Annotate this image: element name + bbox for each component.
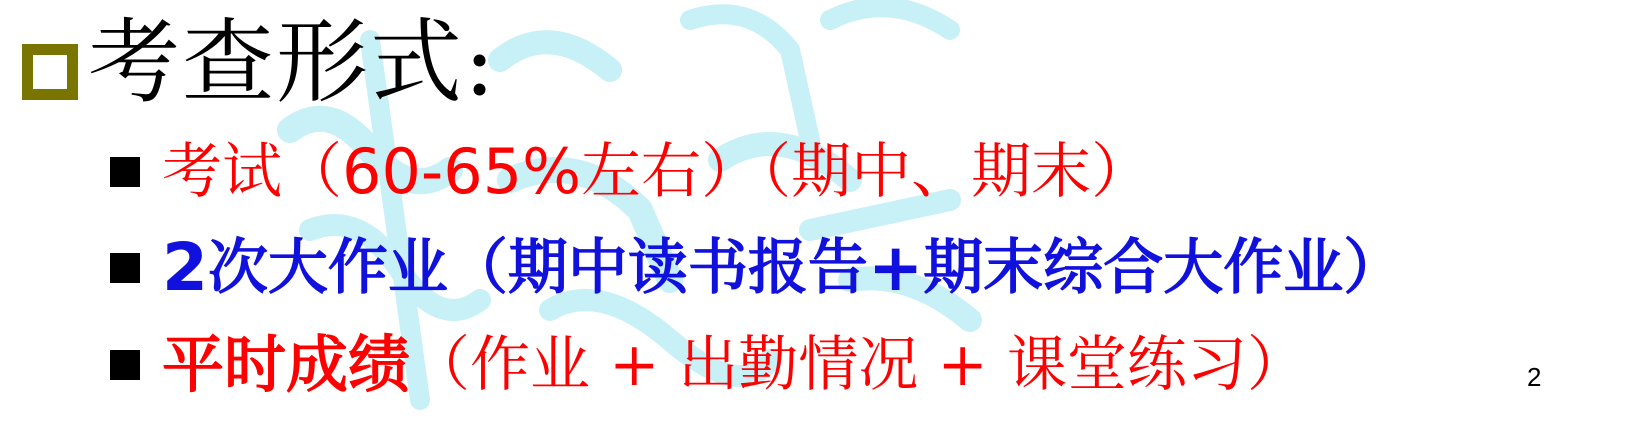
regular-tail: （作业 + 出勤情况 + 课堂练习）	[410, 330, 1307, 400]
title-row	[22, 8, 497, 118]
exam-tail: 左右）（期中、期末）	[581, 137, 1152, 207]
regular-lead: 平时成绩	[162, 328, 411, 401]
bullet-regular	[110, 330, 1307, 400]
title-bullet-box	[22, 44, 78, 100]
page-number: 2	[1527, 362, 1542, 392]
bullet-square-icon	[110, 253, 140, 283]
bullet-exam	[110, 135, 1152, 208]
assignments-lead: 次大作业（期中读书报告	[207, 233, 868, 303]
bullet-square-icon	[110, 157, 140, 187]
assignments-tail: 期末综合大作业）	[923, 233, 1404, 303]
assignments-plus: +	[867, 229, 924, 306]
bullet-assignments	[110, 229, 1404, 306]
assignments-count: 2	[162, 229, 208, 306]
slide-title: 考查形式:	[88, 9, 497, 116]
exam-lead: 考试（	[162, 137, 342, 207]
exam-percent: 60-65%	[342, 135, 582, 208]
bullet-square-icon	[110, 350, 140, 380]
